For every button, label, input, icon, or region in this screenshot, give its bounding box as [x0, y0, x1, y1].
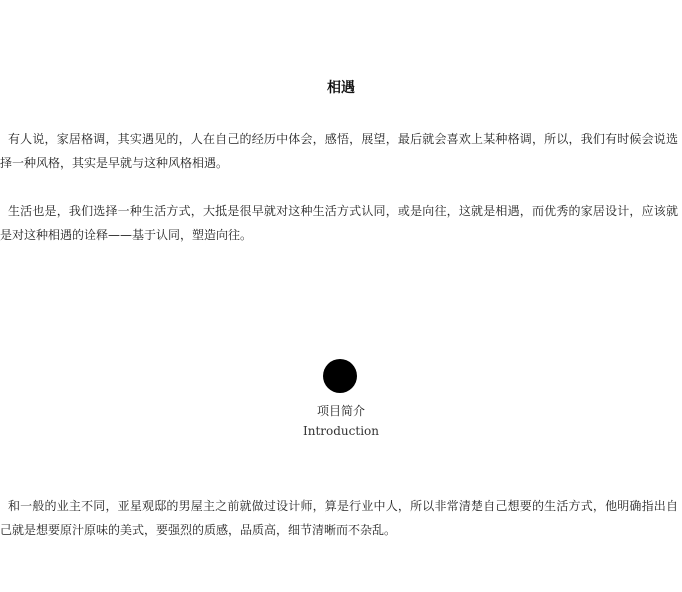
article-paragraph: 有人说，家居格调，其实遇见的，人在自己的经历中体会，感悟，展望，最后就会喜欢上某种格调，所以，我们有时候会说选择一种风格，其实是早就与这种风格相遇。 [0, 132, 678, 170]
intro-paragraph: 和一般的业主不同，亚星观邸的男屋主之前就做过设计师，算是行业中人，所以非常清楚自己想要的生活方式，他明确指出自己就是想要原汁原味的美式，要强烈的质感，品质高，细节清晰而不杂乱。 [0, 499, 678, 537]
page-title: 相遇 [327, 80, 355, 96]
section-title-en: Introduction [303, 424, 379, 438]
article-paragraph: 生活也是，我们选择一种生活方式，大抵是很早就对这种生活方式认同，或是向往，这就是相遇，而优秀的家居设计，应该就是对这种相遇的诠释——基于认同，塑造向往。 [0, 204, 678, 242]
section-dot-icon [323, 359, 357, 393]
section-title-cn: 项目简介 [316, 404, 365, 418]
